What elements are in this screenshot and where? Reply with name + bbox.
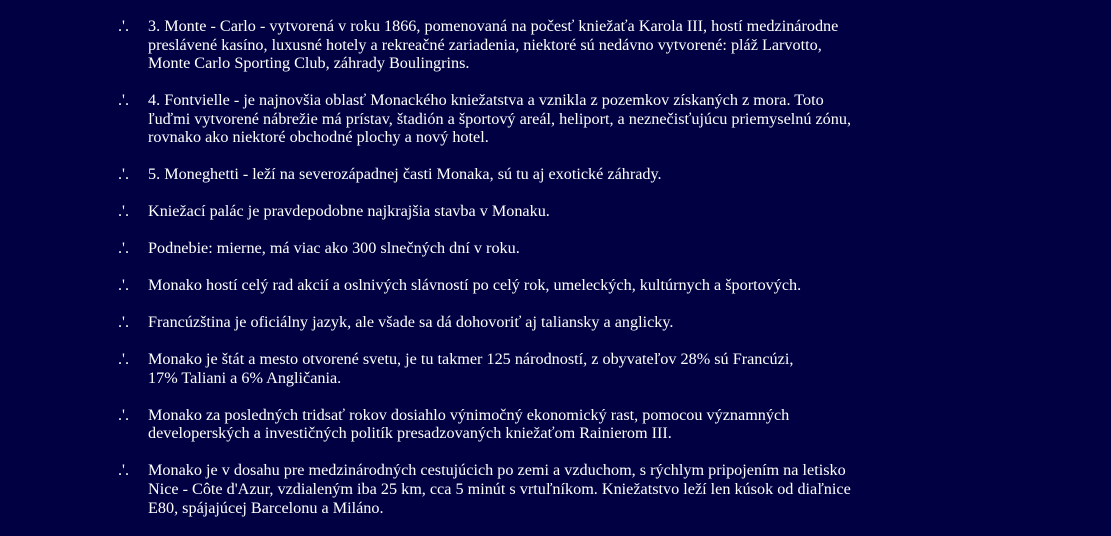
- bullet-marker: .'.: [118, 202, 130, 221]
- list-item-text: Monako je v dosahu pre medzinárodných cestujúcich po zemi a vzduchom, s rýchlym pripojením na letisko Nice - Côte d'Azur, vzdialeným iba 25 km, cca 5 minút s vrtuľníkom. Kniežatstvo leží len kúsok od diaľnice E80, spájajúcej Barcelonu a Miláno.: [148, 461, 851, 517]
- bullet-marker: .'.: [118, 461, 130, 480]
- bullet-marker: .'.: [118, 17, 130, 35]
- list-item-text: Podnebie: mierne, má viac ako 300 slnečných dní v roku.: [148, 239, 520, 258]
- list-item: [118, 313, 1098, 332]
- list-item-text: Monako je štát a mesto otvorené svetu, je tu takmer 125 národností, z obyvateľov 28% sú Francúzi, 17% Taliani a 6% Angličania.: [148, 350, 794, 387]
- bullet-list: [118, 17, 1098, 536]
- bullet-marker: .'.: [118, 350, 130, 369]
- bullet-marker: .'.: [118, 405, 130, 424]
- bullet-marker: .'.: [118, 276, 130, 295]
- list-item-text: Monako za posledných tridsať rokov dosiahlo výnimočný ekonomický rast, pomocou významných developerských a investičných politík presadzovaných kniežaťom Rainierom III.: [148, 405, 790, 443]
- list-item-text: 4. Fontvielle - je najnovšia oblasť Monackého kniežatstva a vznikla z pozemkov získaných z mora. Toto ľuďmi vytvorené nábrežie má prístav, štadión a športový areál, heliport, a neznečisťujúcu priemyselnú zónu, rovnako ako niektoré obchodné plochy a nový hotel.: [148, 91, 852, 147]
- bullet-marker: .'.: [118, 91, 130, 110]
- bullet-marker: .'.: [118, 165, 130, 184]
- list-item: [118, 461, 1098, 517]
- list-item: [118, 165, 1098, 184]
- list-item-text: 3. Monte - Carlo - vytvorená v roku 1866, pomenovaná na počesť kniežaťa Karola III, hostí medzinárodne preslávené kasíno, luxusné hotely a rekreačné zariadenia, niektoré sú nedávno vytvorené: pláž Larvotto, Monte Carlo Sporting Club, záhrady Boulingrins.: [148, 17, 839, 73]
- list-item: [118, 239, 1098, 258]
- list-item: [118, 350, 1098, 387]
- list-item-text: Kniežací palác je pravdepodobne najkrajšia stavba v Monaku.: [148, 202, 550, 221]
- bullet-marker: .'.: [118, 239, 130, 258]
- list-item: [118, 406, 1098, 443]
- list-item-text: Francúzština je oficiálny jazyk, ale všade sa dá dohovoriť aj taliansky a anglicky.: [148, 313, 674, 332]
- list-item-text: Monako hostí celý rad akcií a oslnivých slávností po celý rok, umeleckých, kultúrnych a športových.: [148, 276, 802, 295]
- list-item: [118, 276, 1098, 295]
- list-item: [118, 91, 1098, 147]
- list-item: [118, 202, 1098, 221]
- bullet-marker: .'.: [118, 313, 130, 332]
- list-item: [118, 17, 1098, 73]
- list-item-text: 5. Moneghetti - leží na severozápadnej časti Monaka, sú tu aj exotické záhrady.: [148, 165, 662, 184]
